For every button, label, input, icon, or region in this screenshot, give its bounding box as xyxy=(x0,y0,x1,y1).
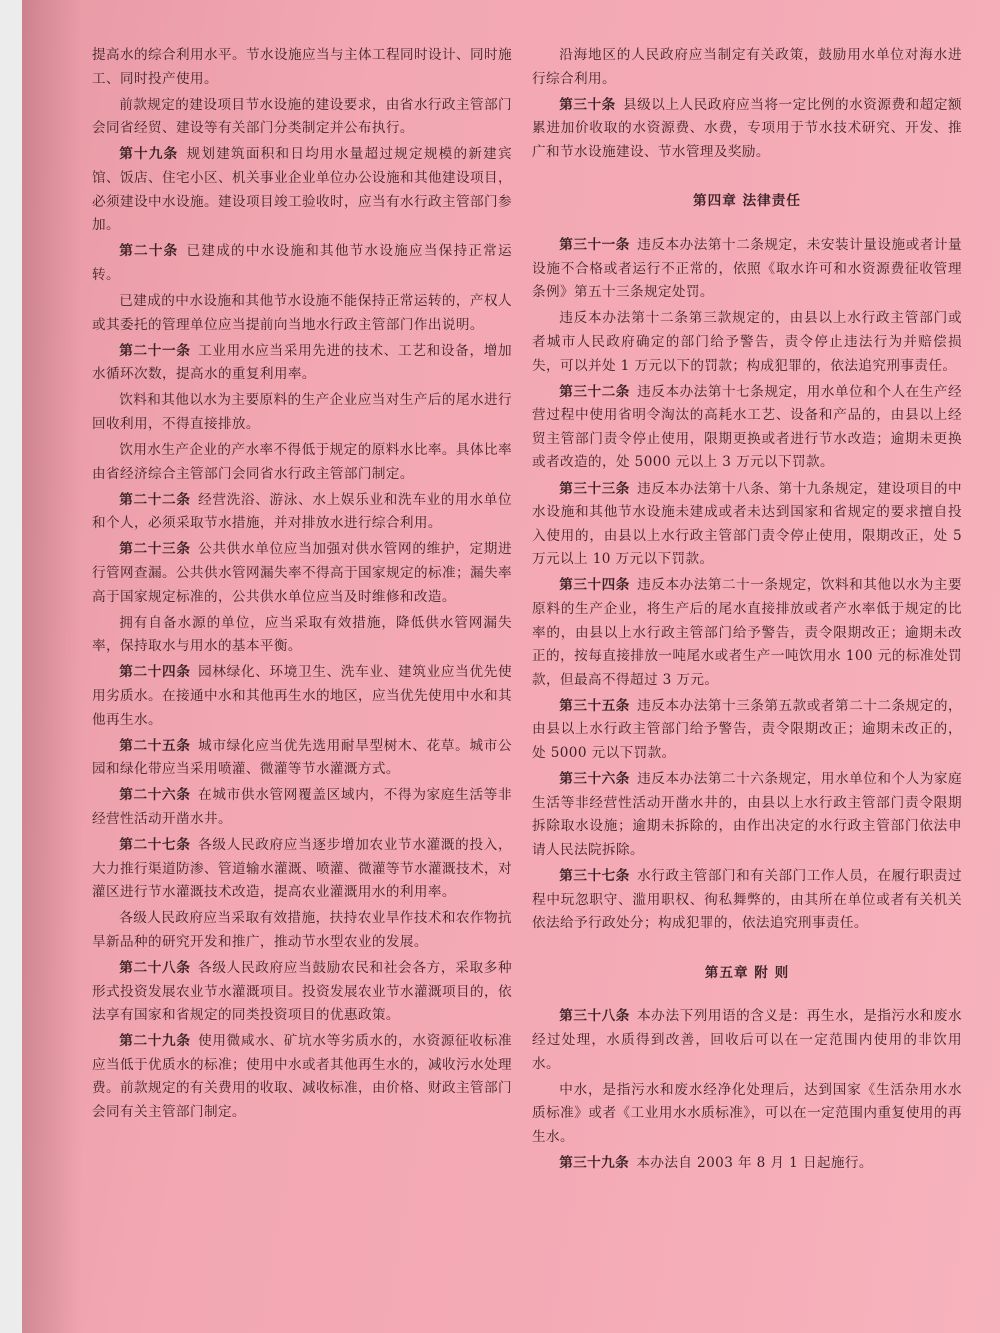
paragraph-text: 水行政主管部门和有关部门工作人员，在履行职责过程中玩忽职守、滥用职权、徇私舞弊的，由其所在单位或者有关机关依法给予行政处分；构成犯罪的，依法追究刑事责任。 xyxy=(532,868,963,932)
paragraph xyxy=(532,44,962,91)
article-number: 第三十二条 xyxy=(559,383,630,400)
article-paragraph xyxy=(92,340,512,387)
article-number: 第三十四条 xyxy=(559,577,630,594)
article-number: 第二十条 xyxy=(119,243,179,260)
article-number: 第二十七条 xyxy=(119,837,191,853)
article-number: 第三十一条 xyxy=(559,237,630,254)
paragraph xyxy=(532,1079,962,1150)
article-paragraph xyxy=(92,661,512,732)
paragraph-text: 公共供水单位应当加强对供水管网的维护，定期进行管网查漏。公共供水管网漏失率不得高于国家规定的标准；漏失率高于国家规定标准的，公共供水单位应当及时维修和改造。 xyxy=(92,541,513,605)
article-paragraph xyxy=(532,695,962,766)
paragraph-text: 沿海地区的人民政府应当制定有关政策，鼓励用水单位对海水进行综合利用。 xyxy=(532,47,962,87)
article-paragraph xyxy=(532,574,962,692)
paragraph-text: 已建成的中水设施和其他节水设施应当保持正常运转。 xyxy=(92,243,512,283)
article-number: 第二十五条 xyxy=(119,737,191,754)
article-paragraph xyxy=(532,94,962,165)
article-paragraph xyxy=(532,768,962,862)
paragraph-text: 各级人民政府应当鼓励农民和社会各方，采取多种形式投资发展农业节水灌溉项目。投资发展农业节水灌溉项目的，依法享有国家和省规定的同类投资项目的优惠政策。 xyxy=(92,959,513,1024)
paragraph-text: 违反本办法第二十一条规定，饮料和其他以水为主要原料的生产企业，将生产后的尾水直接排放或者产水率低于规定的比率的，由县以上水行政主管部门给予警告，责令限期改正；逾期未改正的，按每直接排放一吨尾水或者生产一吨饮用水 100 元的标准处罚款，但最高不得超过 3 万元。 xyxy=(532,577,963,688)
paragraph-text: 提高水的综合利用水平。节水设施应当与主体工程同时设计、同时施工、同时投产使用。 xyxy=(92,47,512,87)
article-number: 第二十六条 xyxy=(119,787,191,804)
page-shadow xyxy=(22,0,82,1333)
article-paragraph xyxy=(92,784,512,831)
document-page xyxy=(22,0,1000,1333)
paragraph-text: 本办法自 2003 年 8 月 1 日起施行。 xyxy=(636,1154,873,1171)
paragraph xyxy=(532,307,962,378)
article-paragraph xyxy=(532,865,962,936)
article-number: 第二十八条 xyxy=(119,959,191,976)
chapter-heading: 第四章 法律责任 xyxy=(693,193,801,210)
article-number: 第二十二条 xyxy=(119,491,191,508)
paragraph-text: 城市绿化应当优先选用耐旱型树木、花草。城市公园和绿化带应当采用喷灌、微灌等节水灌溉方式。 xyxy=(92,737,513,778)
paragraph-text: 饮用水生产企业的产水率不得低于规定的原料水比率。具体比率由省经济综合主管部门会同省水行政主管部门制定。 xyxy=(92,442,512,482)
article-paragraph xyxy=(92,240,512,287)
article-number: 第三十三条 xyxy=(559,480,630,497)
paragraph xyxy=(92,94,512,141)
paragraph-text: 违反本办法第十二条规定，未安装计量设施或者计量设施不合格或者运行不正常的，依照《取水许可和水资源费征收管理条例》第五十三条规定处罚。 xyxy=(532,237,963,301)
article-paragraph xyxy=(92,143,512,237)
article-number: 第二十四条 xyxy=(119,664,191,681)
paragraph-text: 违反本办法第十三条第五款或者第二十二条规定的，由县以上水行政主管部门给予警告，责令限期改正；逾期未改正的，处 5000 元以下罚款。 xyxy=(532,697,963,762)
paragraph xyxy=(92,389,512,436)
paragraph-text: 园林绿化、环境卫生、洗车业、建筑业应当优先使用劣质水。在接通中水和其他再生水的地区，应当优先使用中水和其他再生水。 xyxy=(92,664,513,728)
article-paragraph xyxy=(92,957,512,1028)
paragraph-text: 已建成的中水设施和其他节水设施不能保持正常运转的，产权人或其委托的管理单位应当提前向当地水行政主管部门作出说明。 xyxy=(92,292,512,333)
paragraph-text: 工业用水应当采用先进的技术、工艺和设备，增加水循环次数，提高水的重复利用率。 xyxy=(92,342,513,383)
paragraph-text: 违反本办法第二十六条规定，用水单位和个人为家庭生活等非经营性活动开凿水井的，由县以上水行政主管部门责令限期拆除取水设施；逾期未拆除的，由作出决定的水行政主管部门依法申请人民法院拆除。 xyxy=(532,771,963,858)
paragraph-text: 违反本办法第十七条规定，用水单位和个人在生产经营过程中使用省明令淘汰的高耗水工艺、设备和产品的，由县以上经贸主管部门责令停止使用，限期更换或者进行节水改造；逾期未更换或者改造的，处 5000 元以上 3 万元以下罚款。 xyxy=(532,383,963,471)
article-paragraph xyxy=(532,234,962,305)
paragraph-text: 前款规定的建设项目节水设施的建设要求，由省水行政主管部门会同省经贸、建设等有关部门分类制定并公布执行。 xyxy=(92,96,512,137)
paragraph xyxy=(92,612,512,659)
paragraph-text: 在城市供水管网覆盖区域内，不得为家庭生活等非经营性活动开凿水井。 xyxy=(92,787,513,827)
article-paragraph xyxy=(92,834,512,905)
left-column xyxy=(92,44,512,1127)
paragraph xyxy=(92,439,512,486)
paragraph xyxy=(92,907,512,954)
paragraph-text: 规划建筑面积和日均用水量超过规定规模的新建宾馆、饭店、住宅小区、机关事业企业单位办公设施和其他建设项目，必须建设中水设施。建设项目竣工验收时，应当有水行政主管部门参加。 xyxy=(92,146,512,234)
chapter-heading: 第五章 附 则 xyxy=(704,964,790,981)
paragraph-text: 各级人民政府应当采取有效措施，扶持农业旱作技术和农作物抗旱新品种的研究开发和推广，推动节水型农业的发展。 xyxy=(92,910,512,950)
paragraph-text: 各级人民政府应当逐步增加农业节水灌溉的投入，大力推行渠道防渗、管道输水灌溉、喷灌、微灌等节水灌溉技术，对灌区进行节水灌溉技术改造，提高农业灌溉用水的利用率。 xyxy=(92,837,513,901)
paragraph-text: 饮料和其他以水为主要原料的生产企业应当对生产后的尾水进行回收利用，不得直接排放。 xyxy=(92,392,512,432)
article-paragraph xyxy=(532,1005,962,1076)
paragraph-text: 中水，是指污水和废水经净化处理后，达到国家《生活杂用水水质标准》或者《工业用水水质标准》，可以在一定范围内重复使用的再生水。 xyxy=(532,1081,962,1145)
paragraph-text: 本办法下列用语的含义是：再生水，是指污水和废水经过处理，水质得到改善，回收后可以在一定范围内使用的非饮用水。 xyxy=(532,1008,963,1072)
paragraph-text: 使用微咸水、矿坑水等劣质水的，水资源征收标准应当低于优质水的标准；使用中水或者其他再生水的，减收污水处理费。前款规定的有关费用的收取、减收标准，由价格、财政主管部门会同有关主管部门制定。 xyxy=(92,1033,513,1121)
article-number: 第三十九条 xyxy=(559,1154,630,1171)
article-paragraph xyxy=(92,489,512,536)
paragraph-text: 县级以上人民政府应当将一定比例的水资源费和超定额累进加价收取的水资源费、水费，专项用于节水技术研究、开发、推广和节水设施建设、节水管理及奖励。 xyxy=(532,96,962,160)
article-number: 第三十七条 xyxy=(559,868,630,884)
article-number: 第十九条 xyxy=(119,146,179,163)
article-paragraph xyxy=(532,381,962,475)
paragraph xyxy=(92,44,512,91)
article-paragraph xyxy=(532,478,962,572)
article-number: 第三十五条 xyxy=(559,697,630,714)
article-number: 第三十条 xyxy=(559,96,616,113)
article-number: 第三十八条 xyxy=(559,1008,630,1025)
right-column xyxy=(532,44,962,1178)
paragraph-text: 违反本办法第十八条、第十九条规定，建设项目的中水设施和其他节水设施未建成或者未达到国家和省规定的要求擅自投入使用的，由县以上水行政主管部门责令停止使用，限期改正，处 5 万元以上 10 万元以下罚款。 xyxy=(532,480,963,568)
paragraph-text: 违反本办法第十二条第三款规定的，由县以上水行政主管部门或者城市人民政府确定的部门给予警告，责令停止违法行为并赔偿损失，可以并处 1 万元以下的罚款；构成犯罪的，依法追究刑事责任。 xyxy=(532,310,962,374)
article-number: 第二十九条 xyxy=(119,1033,191,1050)
article-number: 第三十六条 xyxy=(559,771,630,788)
article-number: 第二十三条 xyxy=(119,541,191,558)
article-paragraph xyxy=(92,735,512,782)
paragraph xyxy=(92,290,512,337)
article-paragraph xyxy=(532,1152,962,1176)
article-paragraph xyxy=(92,1030,512,1124)
paragraph-text: 拥有自备水源的单位，应当采取有效措施，降低供水管网漏失率，保持取水与用水的基本平衡。 xyxy=(92,614,512,655)
article-paragraph xyxy=(92,538,512,609)
paragraph-text: 经营洗浴、游泳、水上娱乐业和洗车业的用水单位和个人，必须采取节水措施，并对排放水进行综合利用。 xyxy=(92,491,513,532)
article-number: 第二十一条 xyxy=(119,342,191,359)
